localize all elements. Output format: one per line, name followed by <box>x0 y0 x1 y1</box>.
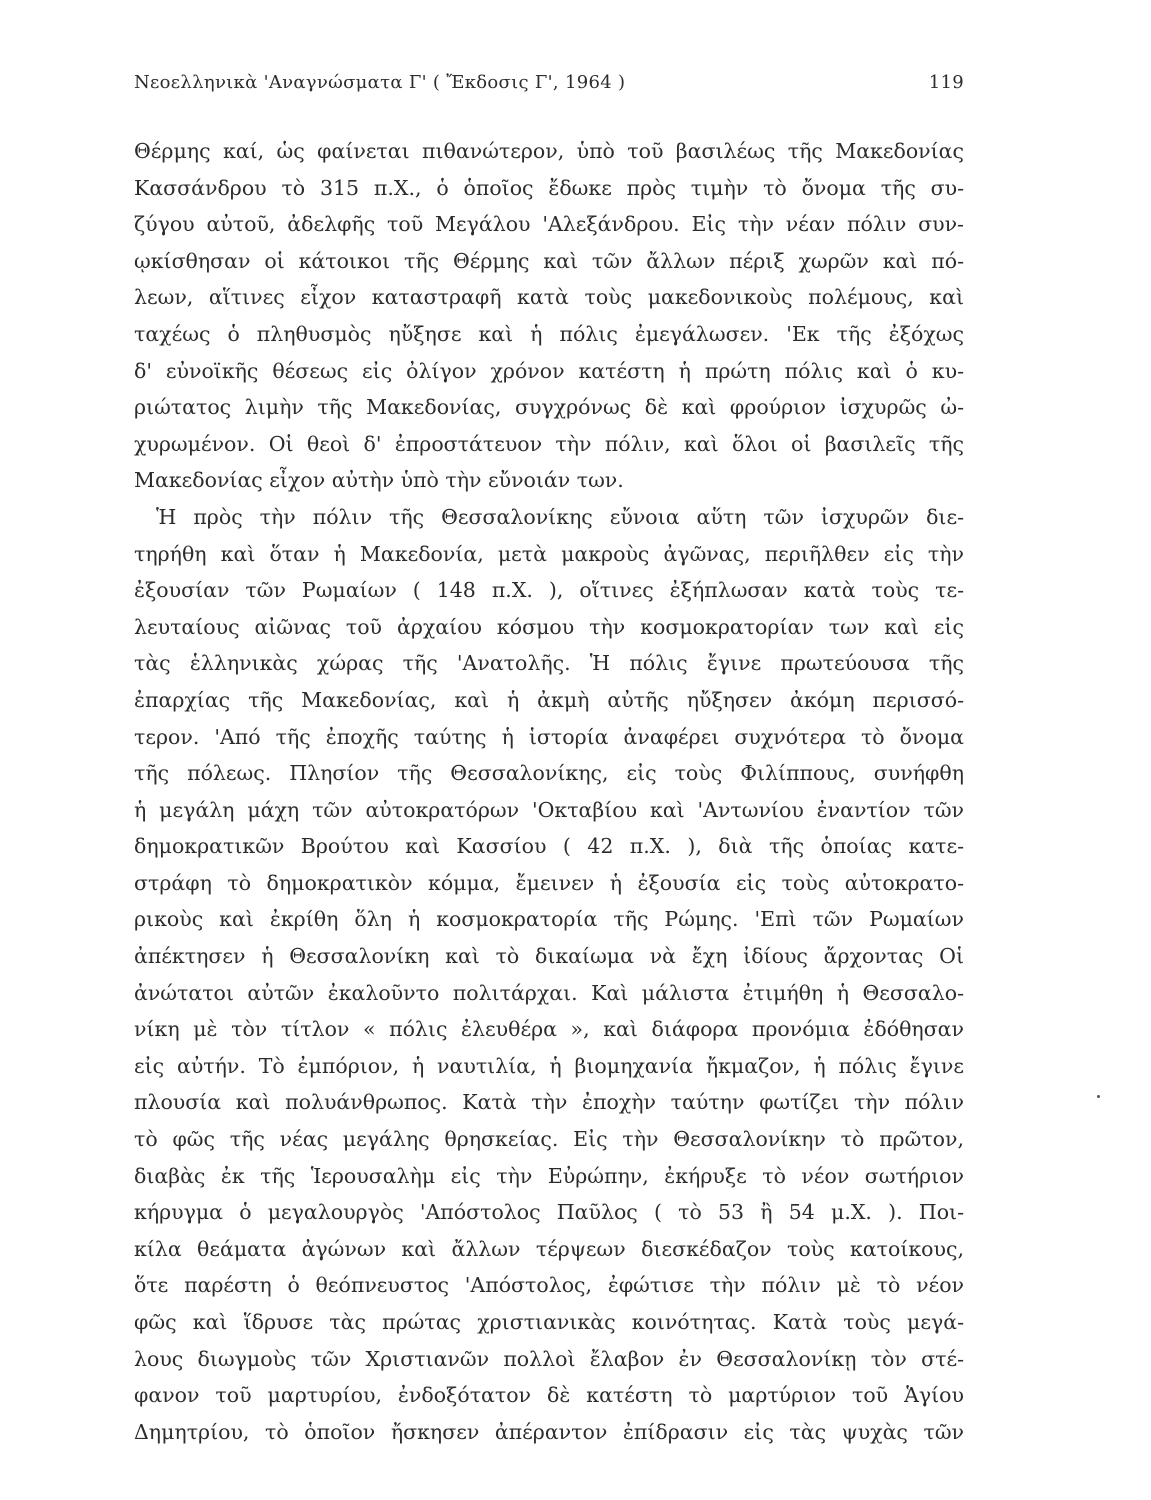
text-line: ῳκίσθησαν οἱ κάτοικοι τῆς Θέρμης καὶ τῶν ἄλλων πέριξ χωρῶν καὶ πό- <box>134 248 964 273</box>
text-line: φῶς καὶ ἵδρυσε τὰς πρώτας χριστιανικὰς κοινότητας. Κατὰ τοὺς μεγά- <box>134 1310 964 1334</box>
text-line: Ἡ πρὸς τὴν πόλιν τῆς Θεσσαλονίκης εὔνοια αὕτη τῶν ἰσχυρῶν διε- <box>156 504 964 529</box>
text-line: ἐπαρχίας τῆς Μακεδονίας, καὶ ἡ ἀκμὴ αὐτῆς ηὔξησεν ἀκόμη περισσό- <box>134 687 964 712</box>
running-header <box>134 72 964 102</box>
text-line: Κασσάνδρου τὸ 315 π.Χ., ὁ ὁποῖος ἔδωκε πρὸς τιμὴν τὸ ὄνομα τῆς συ- <box>134 175 964 200</box>
text-line: φανον τοῦ μαρτυρίου, ἐνδοξότατον δὲ κατέστη τὸ μαρτύριον τοῦ Ἁγίου <box>134 1383 964 1408</box>
text-line: χυρωμένον. Οἱ θεοὶ δ' ἐπροστάτευον τὴν πόλιν, καὶ ὅλοι οἱ βασιλεῖς τῆς <box>134 431 964 456</box>
text-line: κίλα θεάματα ἀγώνων καὶ ἄλλων τέρψεων διεσκέδαζον τοὺς κατοίκους, <box>134 1236 964 1261</box>
text-line: λους διωγμοὺς τῶν Χριστιανῶν πολλοὶ ἔλαβον ἐν Θεσσαλονίκῃ τὸν στέ- <box>134 1346 964 1371</box>
text-line: ὅτε παρέστη ὁ θεόπνευστος 'Απόστολος, ἐφώτισε τὴν πόλιν μὲ τὸ νέον <box>134 1273 964 1298</box>
text-line: νίκη μὲ τὸν τίτλον « πόλις ἐλευθέρα », καὶ διάφορα προνόμια ἐδόθησαν <box>134 1017 964 1042</box>
text-line: ταχέως ὁ πληθυσμὸς ηὔξησε καὶ ἡ πόλις ἐμεγάλωσεν. 'Εκ τῆς ἐξόχως <box>134 321 964 346</box>
text-line: κήρυγμα ὁ μεγαλουργὸς 'Απόστολος Παῦλος ( τὸ 53 ἢ 54 μ.Χ. ). Ποι- <box>134 1200 964 1225</box>
text-line: στράφη τὸ δημοκρατικὸν κόμμα, ἔμεινεν ἡ ἐξουσία εἰς τοὺς αὐτοκρατο- <box>134 870 964 895</box>
text-line: ριώτατος λιμὴν τῆς Μακεδονίας, συγχρόνως δὲ καὶ φρούριον ἰσχυρῶς ὠ- <box>134 395 964 420</box>
text-line: πλουσία καὶ πολυάνθρωπος. Κατὰ τὴν ἐποχὴν ταύτην φωτίζει τὴν πόλιν <box>134 1090 964 1115</box>
text-line: διαβὰς ἐκ τῆς Ἱερουσαλὴμ εἰς τὴν Εὐρώπην, ἐκήρυξε τὸ νέον σωτήριον <box>134 1163 964 1188</box>
text-line: ἀπέκτησεν ἡ Θεσσαλονίκη καὶ τὸ δικαίωμα νὰ ἔχη ἰδίους ἄρχοντας Οἱ <box>134 944 964 969</box>
text-line: ἡ μεγάλη μάχη τῶν αὐτοκρατόρων 'Οκταβίου καὶ 'Αντωνίου ἐναντίον τῶν <box>134 797 964 822</box>
text-line: Δημητρίου, τὸ ὁποῖον ἤσκησεν ἀπέραντον ἐπίδρασιν εἰς τὰς ψυχὰς τῶν <box>134 1419 964 1444</box>
text-line: τὸ φῶς τῆς νέας μεγάλης θρησκείας. Εἰς τὴν Θεσσαλονίκην τὸ πρῶτον, <box>134 1127 964 1152</box>
text-line: τερον. 'Από τῆς ἐποχῆς ταύτης ἡ ἱστορία ἀναφέρει συχνότερα τὸ ὄνομα <box>134 724 964 749</box>
text-line: τηρήθη καὶ ὅταν ἡ Μακεδονία, μετὰ μακροὺς ἀγῶνας, περιῆλθεν εἰς τὴν <box>134 541 964 566</box>
text-line: λεων, αἵτινες εἶχον καταστραφῆ κατὰ τοὺς μακεδονικοὺς πολέμους, καὶ <box>134 285 964 310</box>
page-number: 119 <box>928 72 964 93</box>
text-line: ἀνώτατοι αὐτῶν ἐκαλοῦντο πολιτάρχαι. Καὶ μάλιστα ἐτιμήθη ἡ Θεσσαλο- <box>134 980 964 1005</box>
text-line: ἐξουσίαν τῶν Ρωμαίων ( 148 π.Χ. ), οἵτινες ἐξήπλωσαν κατὰ τοὺς τε- <box>134 578 964 603</box>
text-line: τῆς πόλεως. Πλησίον τῆς Θεσσαλονίκης, εἰς τοὺς Φιλίππους, συνήφθη <box>134 761 964 786</box>
scan-speck <box>1097 1095 1100 1098</box>
text-line: εἰς αὐτήν. Τὸ ἐμπόριον, ἡ ναυτιλία, ἡ βιομηχανία ἤκμαζον, ἡ πόλις ἔγινε <box>134 1053 964 1078</box>
text-line: λευταίους αἰῶνας τοῦ ἀρχαίου κόσμου τὴν κοσμοκρατορίαν των καὶ εἰς <box>134 614 964 639</box>
body-text <box>134 133 964 1450</box>
text-line: ρικοὺς καὶ ἐκρίθη ὅλη ἡ κοσμοκρατορία τῆς Ρώμης. 'Επὶ τῶν Ρωμαίων <box>134 907 964 932</box>
text-line: δ' εὐνοϊκῆς θέσεως εἰς ὀλίγον χρόνον κατέστη ἡ πρώτη πόλις καὶ ὁ κυ- <box>134 358 964 383</box>
text-line: ζύγου αὐτοῦ, ἀδελφῆς τοῦ Μεγάλου 'Αλεξάνδρου. Εἰς τὴν νέαν πόλιν συν- <box>134 212 964 237</box>
text-line: Θέρμης καί, ὡς φαίνεται πιθανώτερον, ὑπὸ τοῦ βασιλέως τῆς Μακεδονίας <box>134 139 964 163</box>
text-line: τὰς ἑλληνικὰς χώρας τῆς 'Ανατολῆς. Ἡ πόλις ἔγινε πρωτεύουσα τῆς <box>134 651 964 676</box>
text-line: δημοκρατικῶν Βρούτου καὶ Κασσίου ( 42 π.Χ. ), διὰ τῆς ὁποίας κατε- <box>134 834 964 859</box>
book-title: Νεοελληνικὰ 'Αναγνώσματα Γ' ( Ἔκδοσις Γ', 1964 ) <box>134 72 626 93</box>
text-line: Μακεδονίας εἶχον αὐτὴν ὑπὸ τὴν εὔνοιάν των. <box>134 468 624 493</box>
